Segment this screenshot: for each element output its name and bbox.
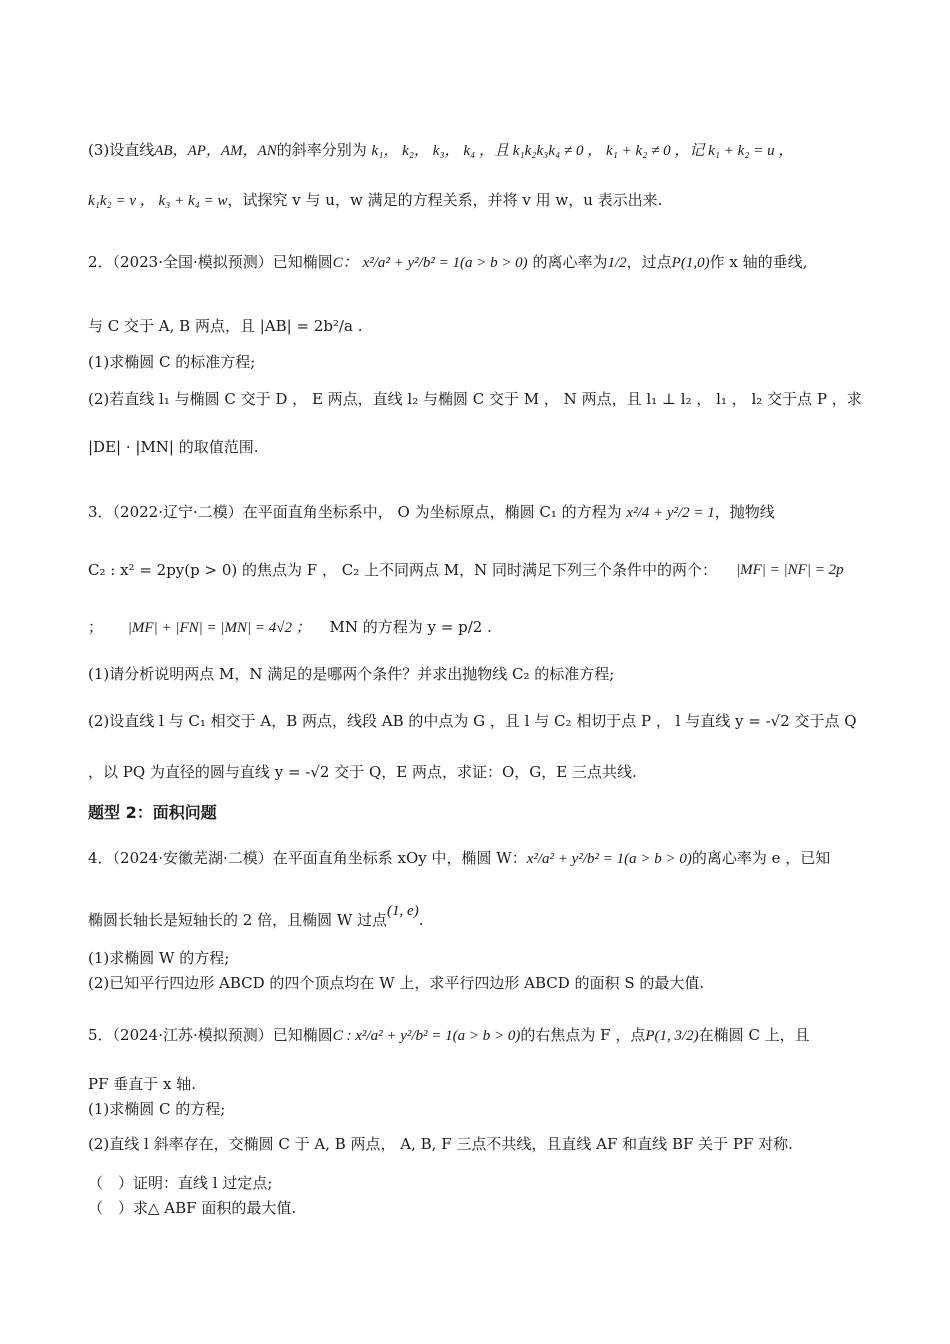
q2-line-1: 2．（2023·全国·模拟预测）已知椭圆C： x²/a² + y²/b² = 1(a > b > 0) 的离心率为1/2，过点P(1,0)作 x 轴的垂线, — [88, 253, 808, 271]
q3-line-1: 3．（2022·辽宁·二模）在平面直角坐标系中， O 为坐标原点，椭圆 C₁ 的方程为 x²/4 + y²/2 = 1，抛物线 — [88, 503, 775, 521]
q3-line-2: C₂ : x² = 2py(p > 0) 的焦点为 F ， C₂ 上不同两点 M，N 同时满足下列三个条件中的两个： |MF| = |NF| = 2p — [88, 561, 844, 579]
q5-sub-2: (2)直线 l 斜率存在，交椭圆 C 于 A, B 两点， A, B, F 三点不共线，且直线 AF 和直线 BF 关于 PF 对称. — [88, 1135, 793, 1153]
p1-line-1: (3)设直线AB，AP，AM，AN的斜率分别为 k₁， k₂， k₃， k₄ ，且 k₁k₂k₃k₄ ≠ 0 ， k₁ + k₂ ≠ 0 ，记 k₁ + k₂ = u ， — [88, 141, 794, 159]
q5-line-1: 5．（2024·江苏·模拟预测）已知椭圆C : x²/a² + y²/b² = 1(a > b > 0)的右焦点为 F ，点P(1, 3/2)在椭圆 C 上，且 — [88, 1026, 810, 1044]
q5-sub-4: （ ）求△ ABF 面积的最大值. — [88, 1199, 297, 1217]
q3-sub-1: (1)请分析说明两点 M，N 满足的是哪两个条件？并求出抛物线 C₂ 的标准方程; — [88, 665, 615, 683]
q3-sub-3: ，以 PQ 为直径的圆与直线 y = -√2 交于 Q，E 两点，求证：O，G，E 三点共线. — [88, 763, 637, 781]
section-heading: 题型 2：面积问题 — [88, 803, 217, 822]
p1-line-2: k₁k₂ = v ， k₃ + k₄ = w，试探究 v 与 u，w 满足的方程关系，并将 v 用 w，u 表示出来. — [88, 191, 663, 209]
q4-sub-2: (2)已知平行四边形 ABCD 的四个顶点均在 W 上，求平行四边形 ABCD 的面积 S 的最大值. — [88, 974, 705, 992]
q4-line-2: 椭圆长轴长是短轴长的 2 倍，且椭圆 W 过点(1, e). — [88, 903, 424, 929]
q2-sub-2: (2)若直线 l₁ 与椭圆 C 交于 D ， E 两点，直线 l₂ 与椭圆 C 交于 M ， N 两点，且 l₁ ⊥ l₂ ， l₁ ， l₂ 交于点 P ，求 — [88, 390, 862, 408]
q5-line-2: PF 垂直于 x 轴. — [88, 1075, 197, 1093]
q3-sub-2: (2)设直线 l 与 C₁ 相交于 A，B 两点，线段 AB 的中点为 G ，且 l 与 C₂ 相切于点 P ， l 与直线 y = -√2 交于点 Q — [88, 712, 857, 730]
q4-sub-1: (1)求椭圆 W 的方程; — [88, 949, 230, 967]
q2-sub-3: |DE| · |MN| 的取值范围. — [88, 438, 259, 456]
q2-line-2: 与 C 交于 A, B 两点，且 |AB| = 2b²/a . — [88, 317, 363, 335]
q3-line-3: ； |MF| + |FN| = |MN| = 4√2 ； MN 的方程为 y = p/2 . — [88, 618, 492, 636]
q4-line-1: 4．（2024·安徽芜湖·二模）在平面直角坐标系 xOy 中，椭圆 W：x²/a² + y²/b² = 1(a > b > 0)的离心率为 e ，已知 — [88, 849, 831, 867]
q5-sub-1: (1)求椭圆 C 的方程; — [88, 1100, 226, 1118]
q5-sub-3: （ ）证明：直线 l 过定点; — [88, 1174, 273, 1192]
q2-sub-1: (1)求椭圆 C 的标准方程; — [88, 353, 256, 371]
